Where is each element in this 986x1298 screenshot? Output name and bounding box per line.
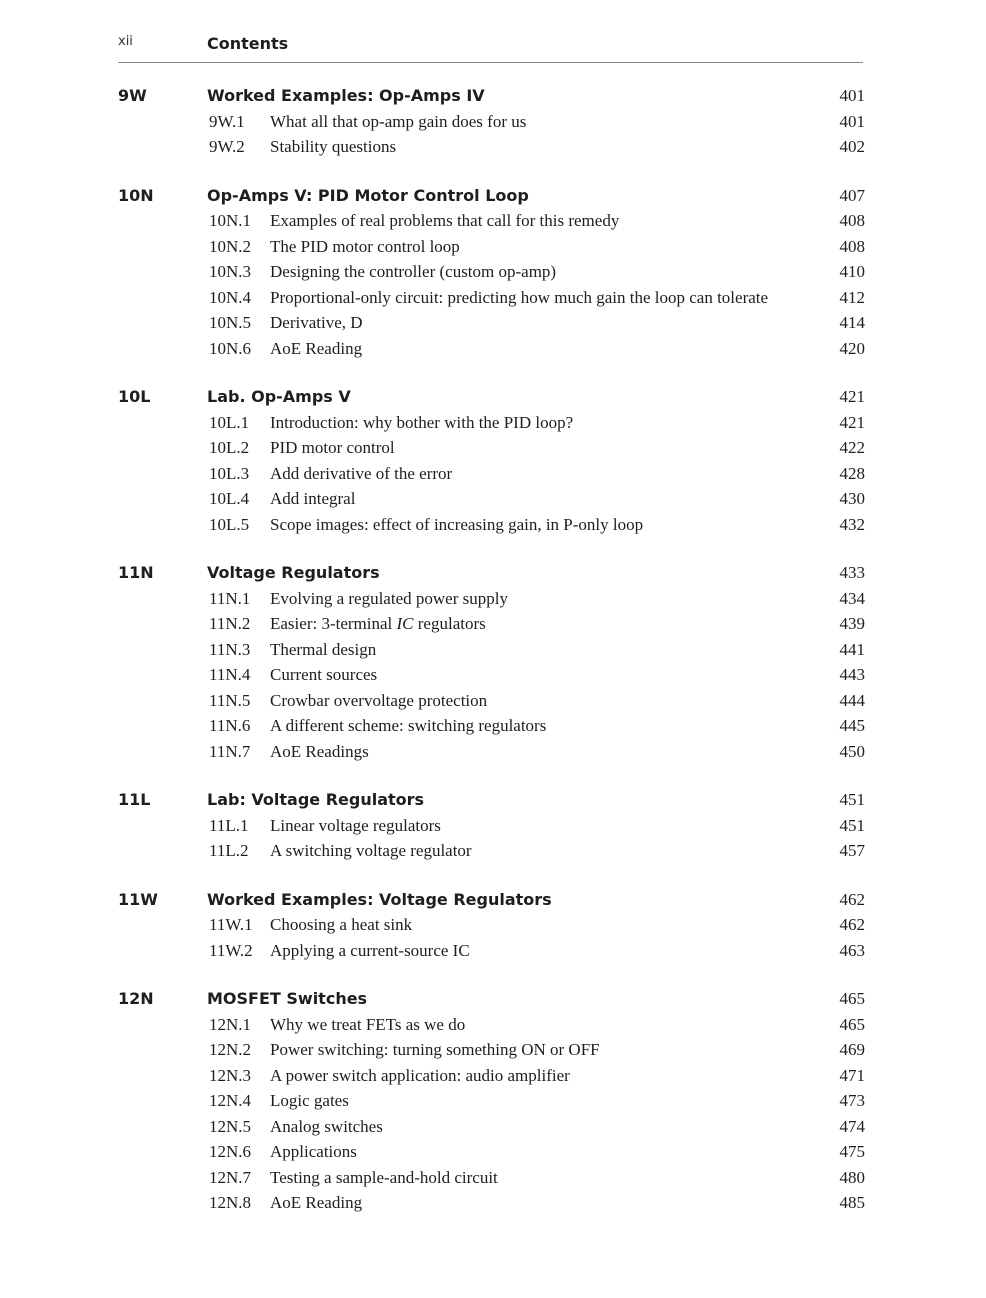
chapter-page-number: 401 [839, 86, 865, 105]
section-entry[interactable] [118, 413, 865, 439]
chapter-entry[interactable] [118, 890, 865, 916]
section-page-number: 402 [839, 137, 865, 156]
chapter-title: Lab. Op-Amps V [207, 387, 351, 406]
section-page-number: 469 [839, 1040, 865, 1059]
section-page-number: 420 [839, 338, 865, 358]
section-number: 10N.1 [209, 211, 252, 230]
section-page-number: 408 [839, 236, 865, 256]
section-page-number: 441 [839, 639, 865, 659]
page-title: Contents [207, 34, 289, 53]
section-page-number: 480 [839, 1167, 865, 1187]
section-entry[interactable] [118, 614, 865, 640]
section-number: 11L.1 [209, 815, 249, 835]
section-title: Why we treat FETs as we do [270, 1014, 466, 1034]
section-number: 10L.1 [209, 412, 250, 432]
section-page-number: 410 [839, 262, 865, 281]
section-number: 12N.1 [209, 1014, 252, 1034]
section-title: Examples of real problems that call for this remedy [270, 211, 620, 230]
section-title: Applications [270, 1142, 357, 1161]
chapter-title: MOSFET Switches [207, 989, 368, 1008]
section-page-number: 445 [839, 716, 865, 735]
section-entry[interactable] [118, 841, 865, 867]
section-title: Linear voltage regulators [270, 815, 441, 835]
section-page-number: 414 [839, 313, 865, 332]
section-entry[interactable] [118, 1168, 865, 1194]
chapter-entry[interactable] [118, 989, 865, 1015]
section-page-number: 451 [839, 815, 865, 835]
section-entry[interactable] [118, 489, 865, 515]
section-entry[interactable] [118, 288, 865, 314]
section-entry[interactable] [118, 211, 865, 237]
section-page-number: 432 [839, 514, 865, 534]
section-entry[interactable] [118, 1015, 865, 1041]
section-page-number: 421 [839, 412, 865, 432]
section-entry[interactable] [118, 1142, 865, 1168]
section-page-number: 401 [839, 111, 865, 131]
chapter-page-number: 462 [839, 889, 865, 909]
section-entry[interactable] [118, 665, 865, 691]
section-title: Derivative, D [270, 313, 363, 332]
section-entry[interactable] [118, 1040, 865, 1066]
section-entry[interactable] [118, 716, 865, 742]
toc-chapter [118, 86, 865, 163]
section-page-number: 430 [839, 489, 865, 508]
header-rule [118, 62, 863, 63]
section-number: 12N.8 [209, 1193, 252, 1212]
section-number: 10N.3 [209, 262, 252, 281]
section-title: Choosing a heat sink [270, 915, 413, 934]
section-number: 12N.3 [209, 1065, 252, 1085]
chapter-id: 12N [118, 989, 154, 1008]
section-title: Designing the controller (custom op-amp) [270, 262, 557, 281]
chapter-page-number: 451 [839, 790, 865, 809]
section-entry[interactable] [118, 915, 865, 941]
chapter-title: Voltage Regulators [207, 563, 380, 582]
section-entry[interactable] [118, 1117, 865, 1143]
section-entry[interactable] [118, 941, 865, 967]
section-number: 10N.6 [209, 338, 252, 358]
section-title: Logic gates [270, 1091, 349, 1110]
section-page-number: 474 [839, 1116, 865, 1136]
toc-chapter [118, 563, 865, 767]
section-title: Analog switches [270, 1116, 383, 1136]
section-title: Introduction: why bother with the PID loop? [270, 412, 574, 432]
section-title: PID motor control [270, 438, 395, 457]
chapter-id: 11N [118, 563, 154, 582]
section-entry[interactable] [118, 464, 865, 490]
chapter-entry[interactable] [118, 86, 865, 112]
section-entry[interactable] [118, 112, 865, 138]
toc-chapter [118, 790, 865, 867]
section-title: Crowbar overvoltage protection [270, 690, 488, 710]
section-entry[interactable] [118, 313, 865, 339]
section-number: 11N.4 [209, 665, 251, 684]
section-number: 10L.5 [209, 514, 250, 534]
section-number: 11N.2 [209, 614, 251, 633]
section-number: 11N.5 [209, 690, 251, 710]
section-title: Easier: 3-terminal IC regulators [270, 614, 486, 633]
section-number: 11W.2 [209, 940, 253, 960]
chapter-title: Lab: Voltage Regulators [207, 790, 425, 809]
section-entry[interactable] [118, 515, 865, 541]
section-number: 10N.4 [209, 287, 252, 307]
section-number: 10L.3 [209, 463, 250, 483]
section-entry[interactable] [118, 691, 865, 717]
section-number: 9W.2 [209, 137, 245, 156]
section-entry[interactable] [118, 137, 865, 163]
section-title: Proportional-only circuit: predicting how much gain the loop can tolerate [270, 287, 769, 307]
section-page-number: 444 [839, 690, 865, 710]
chapter-id: 11L [118, 790, 151, 809]
section-title: A switching voltage regulator [270, 841, 472, 860]
section-number: 9W.1 [209, 111, 245, 131]
section-page-number: 471 [839, 1065, 865, 1085]
section-page-number: 450 [839, 741, 865, 761]
section-title: Stability questions [270, 137, 397, 156]
section-number: 12N.7 [209, 1167, 252, 1187]
section-entry[interactable] [118, 237, 865, 263]
section-number: 10L.4 [209, 489, 250, 508]
section-title: What all that op-amp gain does for us [270, 111, 527, 131]
section-title: A different scheme: switching regulators [270, 716, 547, 735]
chapter-title: Op-Amps V: PID Motor Control Loop [207, 185, 529, 205]
chapter-page-number: 433 [839, 563, 865, 582]
chapter-entry[interactable] [118, 387, 865, 413]
section-title: Evolving a regulated power supply [270, 588, 508, 608]
section-entry[interactable] [118, 589, 865, 615]
toc-chapter [118, 989, 865, 1219]
section-page-number: 462 [839, 915, 865, 934]
section-entry[interactable] [118, 742, 865, 768]
section-title: AoE Readings [270, 741, 369, 761]
section-title: Scope images: effect of increasing gain, in P-only loop [270, 514, 644, 534]
section-number: 11N.1 [209, 588, 251, 608]
section-page-number: 457 [839, 841, 865, 860]
section-title: Power switching: turning something ON or OFF [270, 1040, 600, 1059]
chapter-entry[interactable] [118, 790, 865, 816]
section-title: Add derivative of the error [270, 463, 453, 483]
section-entry[interactable] [118, 1091, 865, 1117]
section-page-number: 443 [839, 665, 865, 684]
chapter-entry[interactable] [118, 186, 865, 212]
section-entry[interactable] [118, 339, 865, 365]
section-number: 11W.1 [209, 915, 253, 934]
toc-chapter [118, 890, 865, 967]
section-page-number: 428 [839, 463, 865, 483]
section-title: AoE Reading [270, 338, 363, 358]
section-entry[interactable] [118, 1066, 865, 1092]
section-page-number: 434 [839, 588, 865, 608]
chapter-id: 11W [118, 889, 158, 909]
toc-chapter [118, 387, 865, 540]
section-page-number: 473 [839, 1091, 865, 1110]
section-title: The PID motor control loop [270, 236, 460, 256]
section-number: 10N.2 [209, 236, 252, 256]
section-title: AoE Reading [270, 1193, 363, 1212]
section-title: Applying a current-source IC [270, 940, 470, 960]
section-title: Thermal design [270, 639, 377, 659]
section-number: 10L.2 [209, 438, 250, 457]
chapter-id: 10N [118, 185, 154, 205]
section-number: 10N.5 [209, 313, 252, 332]
section-number: 12N.4 [209, 1091, 252, 1110]
chapter-page-number: 465 [839, 989, 865, 1008]
section-page-number: 463 [839, 940, 865, 960]
chapter-id: 10L [118, 387, 151, 406]
section-number: 11N.6 [209, 716, 251, 735]
section-entry[interactable] [118, 1193, 865, 1219]
section-number: 11N.7 [209, 741, 251, 761]
section-page-number: 408 [839, 211, 865, 230]
section-title: Testing a sample-and-hold circuit [270, 1167, 498, 1187]
section-title: A power switch application: audio amplifier [270, 1065, 570, 1085]
section-entry[interactable] [118, 262, 865, 288]
section-page-number: 422 [839, 438, 865, 457]
section-entry[interactable] [118, 816, 865, 842]
table-of-contents [118, 86, 865, 1242]
chapter-page-number: 407 [839, 185, 865, 205]
page-number: xii [118, 34, 133, 49]
section-number: 12N.2 [209, 1040, 252, 1059]
section-page-number: 439 [839, 614, 865, 633]
chapter-title: Worked Examples: Voltage Regulators [207, 889, 552, 909]
chapter-title: Worked Examples: Op-Amps IV [207, 86, 485, 105]
section-number: 12N.5 [209, 1116, 252, 1136]
chapter-entry[interactable] [118, 563, 865, 589]
chapter-page-number: 421 [839, 387, 865, 406]
section-entry[interactable] [118, 640, 865, 666]
section-title: Current sources [270, 665, 378, 684]
section-entry[interactable] [118, 438, 865, 464]
section-page-number: 465 [839, 1014, 865, 1034]
section-page-number: 412 [839, 287, 865, 307]
toc-chapter [118, 186, 865, 365]
section-number: 11N.3 [209, 639, 251, 659]
chapter-id: 9W [118, 86, 147, 105]
section-page-number: 475 [839, 1142, 865, 1161]
section-number: 11L.2 [209, 841, 249, 860]
section-page-number: 485 [839, 1193, 865, 1212]
section-title: Add integral [270, 489, 356, 508]
section-number: 12N.6 [209, 1142, 252, 1161]
